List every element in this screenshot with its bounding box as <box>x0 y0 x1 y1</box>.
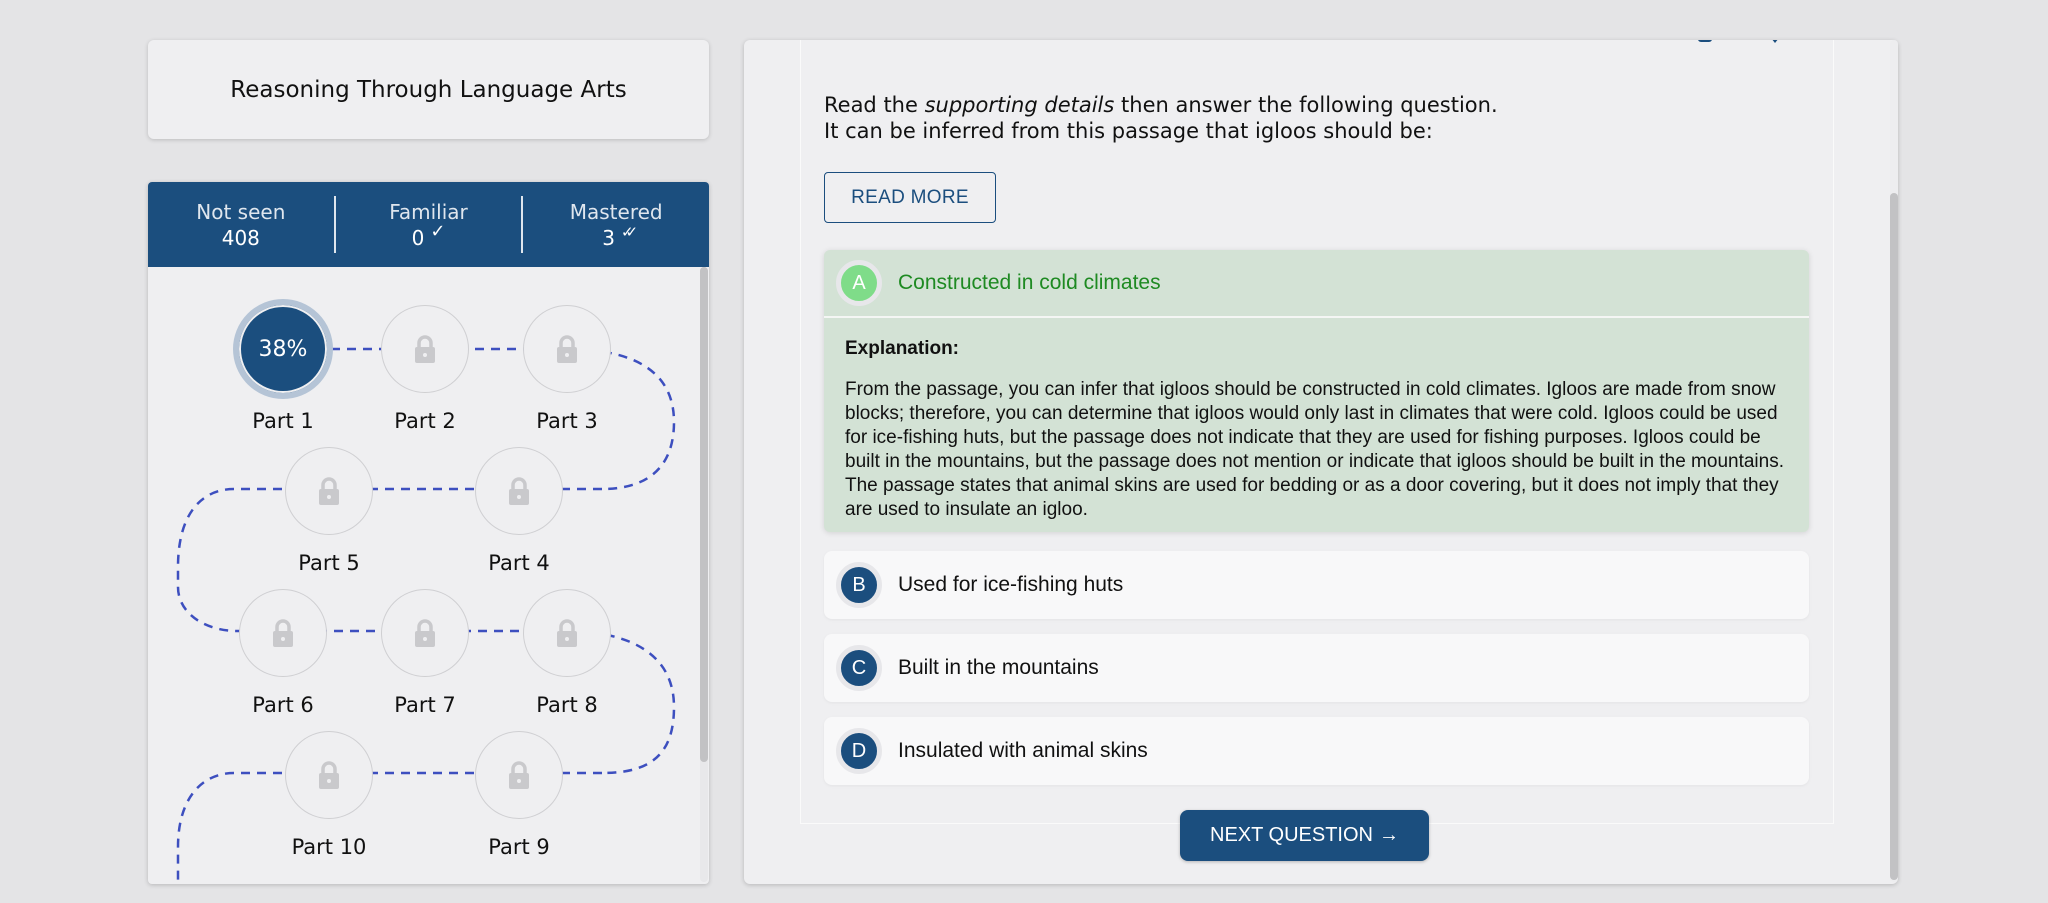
question-panel <box>744 40 1898 884</box>
answer-option-c[interactable] <box>824 634 1809 702</box>
path-label-part-4: Part 4 <box>488 551 550 575</box>
bookmark-icon[interactable] <box>1698 40 1712 42</box>
lock-icon <box>317 760 341 790</box>
progress-percent: 38% <box>258 336 308 362</box>
path-node-part-8[interactable] <box>523 589 611 677</box>
answer-option-d[interactable] <box>824 717 1809 785</box>
answer-letter-badge: D <box>836 728 882 774</box>
question-scrollbar-thumb[interactable] <box>1890 193 1898 880</box>
lock-icon <box>271 618 295 648</box>
next-question-button[interactable] <box>1180 810 1429 861</box>
path-node-part-5[interactable] <box>285 447 373 535</box>
answer-option-b[interactable] <box>824 551 1809 619</box>
stat-not-seen-value: 408 <box>221 225 260 250</box>
explanation-title: Explanation: <box>845 338 960 359</box>
lock-icon <box>507 476 531 506</box>
course-title-card <box>148 40 709 139</box>
lock-icon <box>413 334 437 364</box>
path-node-part-6[interactable] <box>239 589 327 677</box>
stats-bar <box>148 182 709 267</box>
question-instruction: Read the supporting details then answer the following question. <box>824 93 1498 117</box>
path-node-part-1[interactable] <box>233 299 333 399</box>
stat-familiar <box>336 182 522 267</box>
answer-option-a[interactable] <box>824 250 1809 532</box>
path-label-part-9: Part 9 <box>488 835 550 859</box>
path-label-part-3: Part 3 <box>536 409 598 433</box>
path-node-part-4[interactable] <box>475 447 563 535</box>
path-node-part-10[interactable] <box>285 731 373 819</box>
next-question-label: NEXT QUESTION <box>1210 824 1373 846</box>
stat-not-seen <box>148 182 334 267</box>
arrow-right-icon: → <box>1379 824 1399 846</box>
stat-familiar-value: 0 <box>411 225 425 250</box>
course-title: Reasoning Through Language Arts <box>230 76 627 103</box>
stat-familiar-label: Familiar <box>389 199 468 224</box>
dropdown-icon[interactable] <box>1771 40 1779 43</box>
lock-icon <box>507 760 531 790</box>
answer-text: Constructed in cold climates <box>898 271 1161 294</box>
read-more-button[interactable]: READ MORE <box>824 172 996 223</box>
path-label-part-1: Part 1 <box>252 409 314 433</box>
answer-letter-badge: A <box>836 260 882 306</box>
answer-letter-badge: B <box>836 562 882 608</box>
path-node-part-9[interactable] <box>475 731 563 819</box>
stat-mastered-label: Mastered <box>569 199 663 224</box>
answer-text: Insulated with animal skins <box>898 739 1148 762</box>
answer-letter-badge: C <box>836 645 882 691</box>
stat-mastered-value: 3 <box>602 225 615 250</box>
path-label-part-7: Part 7 <box>394 693 456 717</box>
stat-mastered <box>523 182 709 267</box>
path-label-part-8: Part 8 <box>536 693 598 717</box>
stat-not-seen-label: Not seen <box>196 199 286 224</box>
lock-icon <box>317 476 341 506</box>
question-stem: It can be inferred from this passage that igloos should be: <box>824 119 1433 143</box>
lock-icon <box>555 618 579 648</box>
answer-text: Built in the mountains <box>898 656 1099 679</box>
path-label-part-2: Part 2 <box>394 409 456 433</box>
lock-icon <box>413 618 437 648</box>
path-label-part-5: Part 5 <box>298 551 360 575</box>
check-icon: ✓ <box>430 220 446 242</box>
learning-path <box>148 267 701 884</box>
path-label-part-6: Part 6 <box>252 693 314 717</box>
double-check-icon: ✓✓ <box>620 222 631 241</box>
path-node-part-2[interactable] <box>381 305 469 393</box>
path-scrollbar-thumb[interactable] <box>700 267 708 762</box>
answer-text: Used for ice-fishing huts <box>898 573 1124 596</box>
progress-panel <box>148 182 709 884</box>
explanation-text: From the passage, you can infer that igloos should be constructed in cold climates. Igloos are made from snow blocks; therefore, you can determine that igloos would only last in climates that were cold. Igloos could be used for ice-fishing huts, but the passage does not indicate that they are used for fishing purposes. Igloos could be built in the mountains, but the passage does not mention or indicate that igloos should be built in the mountains. The passage states that animal skins are used for bedding or as a door covering, but it does not imply that they are used to insulate an igloo. <box>845 379 1784 520</box>
path-node-part-7[interactable] <box>381 589 469 677</box>
lock-icon <box>555 334 579 364</box>
path-node-part-3[interactable] <box>523 305 611 393</box>
path-label-part-10: Part 10 <box>291 835 367 859</box>
question-prompt <box>824 92 1784 144</box>
